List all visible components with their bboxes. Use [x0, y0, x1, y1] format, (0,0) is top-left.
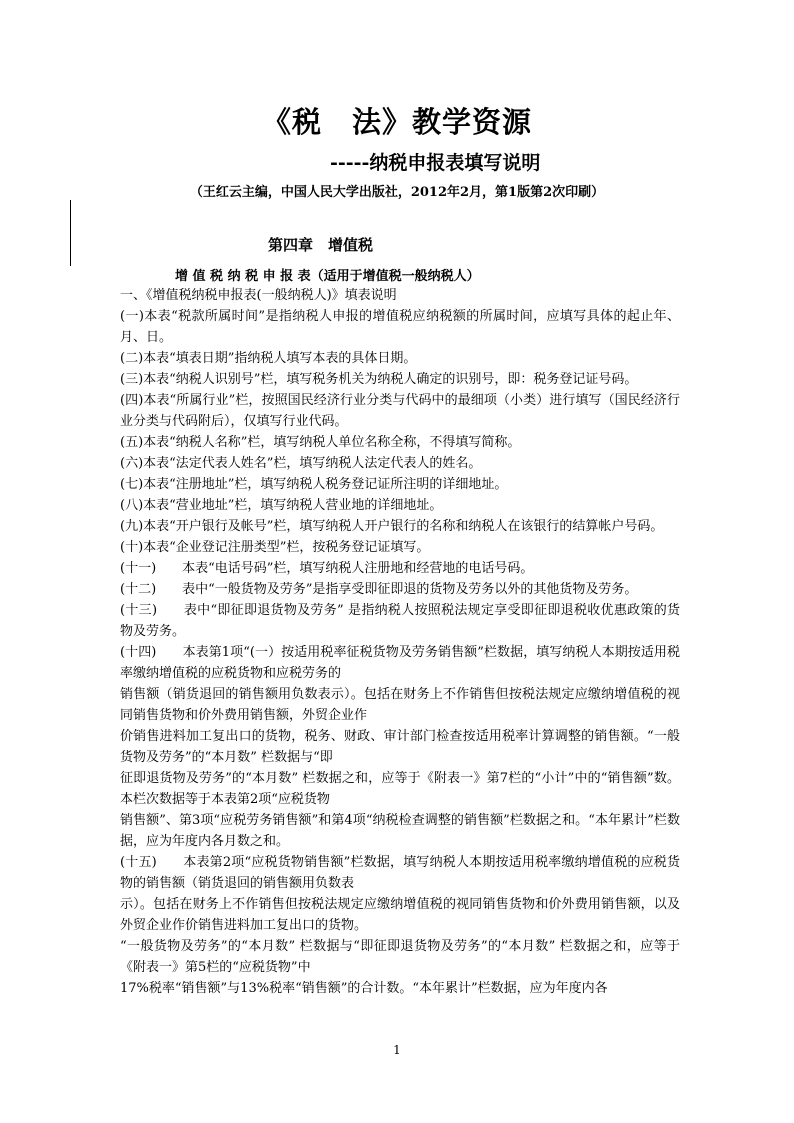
- page-subtitle: -----纳税申报表填写说明: [330, 152, 541, 174]
- paragraph: (七)本表“注册地址”栏，填写纳税人税务登记证所注明的详细地址。: [120, 477, 508, 492]
- paragraph: (十一) 本表“电话号码”栏，填写纳税人注册地和经营地的电话号码。: [120, 561, 534, 576]
- paragraph: (二)本表“填表日期”指纳税人填写本表的具体日期。: [120, 351, 417, 366]
- form-title: 增 值 税 纳 税 申 报 表（适用于增值税一般纳税人）: [175, 269, 480, 284]
- page-number: 1: [393, 1043, 401, 1057]
- paragraph: (十五) 本表第2项“应税货物销售额”栏数据，填写纳税人本期按适用税率缴纳增值税的应税货物的销售额（销货退回的销售额用负数表: [120, 855, 680, 891]
- paragraph: 17%税率“销售额”与13%税率“销售额”的合计数。“本年累计”栏数据，应为年度内各: [120, 981, 608, 996]
- paragraph: 价销售进料加工复出口的货物，税务、财政、审计部门检查按适用税率计算调整的销售额。“一般货物及劳务”的“本月数” 栏数据与“即: [120, 729, 680, 765]
- paragraph: (十)本表“企业登记注册类型”栏，按税务登记证填写。: [120, 540, 430, 555]
- paragraph: (六)本表“法定代表人姓名”栏，填写纳税人法定代表人的姓名。: [120, 456, 482, 471]
- paragraph: (五)本表“纳税人名称”栏，填写纳税人单位名称全称，不得填写简称。: [120, 435, 521, 450]
- chapter-heading: 第四章 增值税: [268, 236, 374, 254]
- section-heading: 一、《增值税纳税申报表(一般纳税人)》填表说明: [120, 288, 397, 303]
- source-citation: （王红云主编，中国人民大学出版社，2012年2月，第1版第2次印刷）: [189, 185, 605, 200]
- margin-change-bar: [70, 200, 71, 266]
- page-title: 《税 法》教学资源: [261, 105, 532, 139]
- paragraph: (十三) 表中“即征即退货物及劳务” 是指纳税人按照税法规定享受即征即退税收优惠政策的货物及劳务。: [120, 603, 680, 639]
- paragraph: (四)本表“所属行业”栏，按照国民经济行业分类与代码中的最细项（小类）进行填写（国民经济行业分类与代码附后），仅填写行业代码。: [120, 393, 680, 429]
- paragraph: (三)本表“纳税人识别号”栏，填写税务机关为纳税人确定的识别号，即：税务登记证号码。: [120, 372, 638, 387]
- paragraph: 示）。包括在财务上不作销售但按税法规定应缴纳增值税的视同销售货物和价外费用销售额，以及外贸企业作价销售进料加工复出口的货物。: [120, 897, 680, 933]
- paragraph: (十四) 本表第1项“(一）按适用税率征税货物及劳务销售额”栏数据，填写纳税人本期按适用税率缴纳增值税的应税货物和应税劳务的: [120, 645, 680, 681]
- paragraph: 征即退货物及劳务”的“本月数” 栏数据之和，应等于《附表一》第7栏的“小计”中的“销售额”数。本栏次数据等于本表第2项“应税货物: [120, 771, 680, 807]
- document-body: [120, 285, 680, 999]
- paragraph: (一)本表“税款所属时间”是指纳税人申报的增值税应纳税额的所属时间，应填写具体的起止年、月、日。: [120, 309, 680, 345]
- paragraph: (十二) 表中“一般货物及劳务”是指享受即征即退的货物及劳务以外的其他货物及劳务。: [120, 582, 638, 597]
- paragraph: 销售额”、第3项“应税劳务销售额”和第4项“纳税检查调整的销售额”栏数据之和。“本年累计”栏数据，应为年度内各月数之和。: [120, 813, 680, 849]
- paragraph: (九)本表“开户银行及帐号”栏，填写纳税人开户银行的名称和纳税人在该银行的结算帐户号码。: [120, 519, 664, 534]
- paragraph: (八)本表“营业地址”栏，填写纳税人营业地的详细地址。: [120, 498, 443, 513]
- paragraph: 销售额（销货退回的销售额用负数表示）。包括在财务上不作销售但按税法规定应缴纳增值税的视同销售货物和价外费用销售额，外贸企业作: [120, 687, 680, 723]
- paragraph: “一般货物及劳务”的“本月数” 栏数据与“即征即退货物及劳务”的“本月数” 栏数据之和，应等于《附表一》第5栏的“应税货物”中: [120, 939, 680, 975]
